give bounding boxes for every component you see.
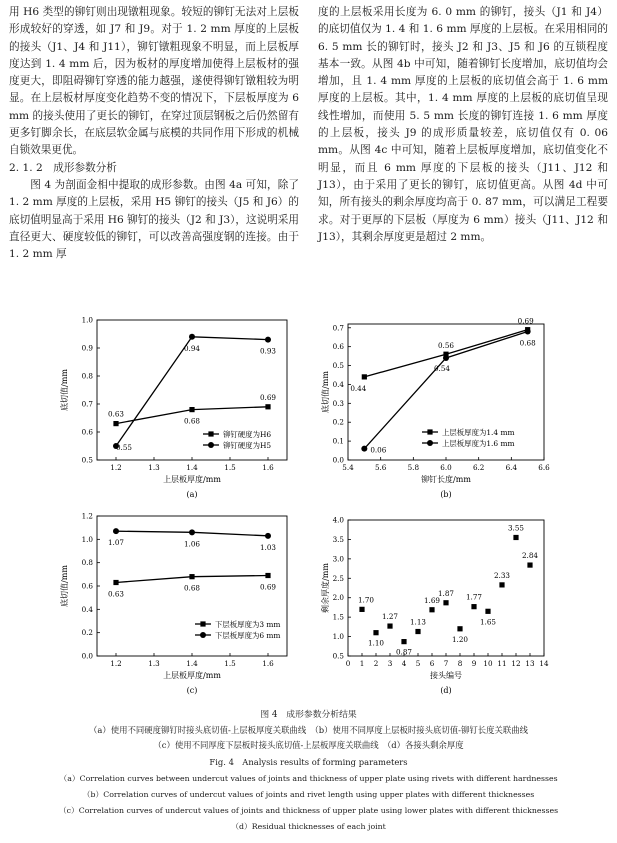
x-tick-label: 7 bbox=[443, 659, 449, 668]
figure-caption-title: 图 4 成形参数分析结果 bbox=[260, 710, 357, 720]
y-tick-label: 0.6 bbox=[81, 427, 93, 437]
data-point bbox=[485, 609, 490, 614]
data-point bbox=[265, 533, 271, 539]
data-point bbox=[189, 574, 194, 579]
x-tick-label: 12 bbox=[511, 659, 521, 668]
y-axis-label: 剩余厚度/mm bbox=[321, 563, 330, 613]
data-point bbox=[265, 573, 270, 578]
data-label: 1.27 bbox=[381, 612, 399, 622]
series-1 bbox=[108, 573, 276, 599]
x-tick-label: 5.4 bbox=[342, 463, 354, 472]
data-point bbox=[457, 626, 462, 631]
figure-caption-en-title: Fig. 4 Analysis results of forming parameters bbox=[209, 757, 408, 767]
x-tick-label: 1.5 bbox=[224, 659, 236, 668]
data-label: 0.69 bbox=[259, 582, 277, 592]
plot-frame bbox=[97, 320, 287, 460]
data-label: 0.69 bbox=[259, 392, 277, 402]
y-tick-label: 1.2 bbox=[81, 511, 93, 521]
data-label: 0.56 bbox=[437, 341, 455, 351]
y-tick-label: 1.0 bbox=[81, 315, 93, 325]
y-axis-label: 底切值/mm bbox=[60, 565, 69, 607]
legend bbox=[422, 428, 514, 448]
x-tick-label: 5.6 bbox=[374, 463, 387, 472]
figure-4d-chart bbox=[321, 512, 562, 695]
x-tick-label: 9 bbox=[471, 659, 477, 668]
paragraph-forming-params: 图 4 为剖面金相中提取的成形参数。由图 4a 可知，除了 1. 2 mm 厚度的上层板，采用 H5 铆钉的接头（J5 和 J6）的底切值明显高于采用 H6 铆钉的接头（J2 和 J3），这说明采用直径更大、硬度较低的铆钉，可以改善高强度钢的连接。由于 1. 2 mm 厚 bbox=[9, 178, 299, 261]
data-label: 1.77 bbox=[465, 592, 483, 602]
paragraph-continued: 用 H6 类型的铆钉则出现镦粗现象。较短的铆钉无法对上层板形成较好的穿透，如 J7 和 J9。对于 1. 2 mm 厚度的上层板的接头（J1、J4 和 J11），铆钉镦粗现象不明显，而上层板厚度达到 1. 4 mm 后，因为板材的厚度增加使得上层板材的强度更大，即阻碍铆钉穿透的能力越强，遂使得铆钉镦粗较为明显。在上层板材厚度变化趋势不变的情况下，下层板厚度为 6 mm 的接头使用了更长的铆钉，在穿过顶层钢板之后仍然留有更多钉脚余长，在底层软金属与底模的共同作用下形成的机械自锁效果更优。 bbox=[9, 6, 299, 157]
data-point bbox=[429, 607, 434, 612]
legend-label: 铆钉硬度为H5 bbox=[223, 440, 272, 450]
legend-label: 上层板厚度为1.4 mm bbox=[442, 427, 515, 437]
data-label: 2.33 bbox=[493, 570, 511, 580]
y-tick-label: 0.0 bbox=[332, 455, 344, 465]
x-tick-label: 1.3 bbox=[148, 463, 160, 472]
data-label: 0.94 bbox=[183, 343, 201, 353]
data-point bbox=[443, 600, 448, 605]
data-point bbox=[361, 446, 367, 452]
data-point bbox=[189, 529, 195, 535]
figure-4c-chart bbox=[55, 511, 295, 695]
x-tick-label: 1.5 bbox=[224, 463, 236, 472]
x-tick-label: 11 bbox=[497, 659, 507, 668]
data-label: 1.03 bbox=[259, 542, 277, 552]
legend-label: 下层板厚度为3 mm bbox=[215, 619, 281, 629]
panel-label: (d) bbox=[440, 686, 452, 695]
figure-caption-en-c: （c）Correlation curves of undercut values of joints and thickness of upper plate using lower plates with different thicknesses bbox=[58, 806, 559, 815]
data-point bbox=[113, 421, 118, 426]
data-point bbox=[387, 623, 392, 628]
x-tick-label: 1.4 bbox=[186, 659, 198, 668]
figure-caption-cn-line2: （c）使用不同厚度下层板时接头底切值-上层板厚度关联曲线 （d）各接头剩余厚度 bbox=[153, 740, 464, 750]
y-tick-label: 0.6 bbox=[332, 342, 344, 352]
y-tick-label: 0.4 bbox=[332, 379, 344, 389]
x-tick-label: 13 bbox=[525, 659, 535, 668]
x-tick-label: 6 bbox=[429, 659, 435, 668]
chart-svg bbox=[321, 316, 562, 499]
data-point bbox=[373, 630, 378, 635]
text-column-left bbox=[9, 4, 299, 263]
figure-4a-chart bbox=[55, 315, 295, 499]
x-tick-label: 5 bbox=[415, 659, 421, 668]
legend bbox=[203, 430, 271, 450]
y-tick-label: 0.6 bbox=[81, 581, 93, 591]
data-point bbox=[359, 607, 364, 612]
x-tick-label: 6.6 bbox=[538, 463, 550, 472]
x-tick-label: 1.6 bbox=[262, 463, 274, 472]
y-tick-label: 0.7 bbox=[332, 323, 344, 333]
y-tick-label: 3.0 bbox=[332, 554, 344, 564]
legend bbox=[195, 620, 280, 640]
panel-label: (c) bbox=[186, 686, 198, 695]
y-tick-label: 1.0 bbox=[81, 534, 93, 544]
data-point bbox=[471, 604, 476, 609]
x-axis-label: 铆钉长度/mm bbox=[421, 475, 471, 484]
y-tick-label: 2.5 bbox=[332, 573, 344, 583]
chart-svg bbox=[321, 512, 562, 695]
data-point bbox=[525, 329, 531, 335]
data-label: 1.07 bbox=[107, 538, 125, 548]
chart-svg bbox=[55, 511, 295, 695]
x-tick-label: 6.4 bbox=[505, 463, 518, 472]
series-1 bbox=[350, 317, 534, 393]
data-point bbox=[362, 374, 367, 379]
x-tick-label: 6.0 bbox=[440, 463, 452, 472]
chart-svg bbox=[55, 315, 295, 499]
series-2 bbox=[108, 528, 276, 552]
figure-caption-en-a: （a）Correlation curves between undercut values of joints and thickness of upper plate using rivets with different hardnesses bbox=[59, 774, 558, 783]
data-point bbox=[265, 404, 270, 409]
y-tick-label: 0.4 bbox=[81, 604, 93, 614]
x-tick-label: 10 bbox=[483, 659, 493, 668]
legend-label: 下层板厚度为6 mm bbox=[215, 630, 281, 640]
data-label: 0.54 bbox=[433, 364, 451, 373]
section-heading: 2. 1. 2 成形参数分析 bbox=[9, 161, 117, 174]
panel-label: (b) bbox=[440, 490, 452, 499]
figure-4b-chart bbox=[321, 316, 562, 499]
y-tick-label: 0.3 bbox=[332, 398, 344, 408]
x-tick-label: 1 bbox=[359, 659, 365, 668]
data-point bbox=[527, 562, 532, 567]
figure-caption-en-b: （b）Correlation curves of undercut values of joints and rivet length using upper plates with different thicknesses bbox=[82, 790, 535, 799]
y-axis-label: 底切值/mm bbox=[321, 371, 330, 413]
legend-marker bbox=[208, 431, 213, 436]
x-tick-label: 5.8 bbox=[407, 463, 420, 472]
data-label: 0.68 bbox=[183, 583, 201, 593]
x-tick-label: 6.2 bbox=[472, 463, 485, 472]
x-axis-label: 接头编号 bbox=[430, 671, 462, 680]
legend-marker bbox=[200, 632, 206, 638]
legend-marker bbox=[200, 621, 205, 626]
legend-label: 铆钉硬度为H6 bbox=[223, 429, 272, 439]
y-axis-label: 底切值/mm bbox=[60, 369, 69, 411]
data-point bbox=[443, 355, 449, 361]
paragraph-analysis: 度的上层板采用长度为 6. 0 mm 的铆钉，接头（J1 和 J4）的底切值仅为 1. 4 和 1. 6 mm 厚度的上层板。在采用相同的 6. 5 mm 长的铆钉时，接头 J2 和 J3、J5 和 J6 的互锁程度基本一致。从图 4b 中可知，随着铆钉长度增加，底切值均会增加，且 1. 4 mm 厚度的上层板的底切值会高于 1. 6 mm 厚度的上层板。其中，1. 4 mm 厚度的上层板的底切值呈现线性增加，而使用 5. 5 mm 长度的铆钉连接 1. 6 mm 厚度的上层板，接头 J9 的成形质量较差，底切值仅有 0. 06 mm。从图 4c 中可知，随着上层板厚度增加，底切值变化不明显，而且 6 mm 厚度的下层板的接头（J11、J12 和 J13），由于采用了更长的铆钉，底切值更高。从图 4d 中可知，所有接头的剩余厚度均高于 0. 87 mm，可以满足工程要求。对于更厚的下层板（厚度为 6 mm）接头（J11、J12 和 J13），其剩余厚度更是超过 2 mm。 bbox=[318, 6, 608, 243]
data-label: 0.44 bbox=[350, 383, 367, 393]
data-point bbox=[415, 629, 420, 634]
panel-label: (a) bbox=[186, 490, 198, 499]
x-tick-label: 0 bbox=[345, 659, 351, 668]
figure-caption-en-d: （d）Residual thicknesses of each joint bbox=[231, 822, 386, 831]
y-tick-label: 3.5 bbox=[332, 534, 344, 544]
x-tick-label: 14 bbox=[539, 659, 549, 668]
data-point bbox=[113, 528, 119, 534]
data-label: 0.68 bbox=[183, 416, 201, 426]
data-label: 0.87 bbox=[395, 647, 413, 657]
data-label: 0.63 bbox=[107, 589, 125, 599]
legend-marker bbox=[427, 440, 433, 446]
y-tick-label: 0.5 bbox=[332, 361, 344, 371]
x-axis-label: 上层板厚度/mm bbox=[163, 671, 221, 680]
data-label: 1.13 bbox=[409, 617, 427, 627]
data-label: 2.84 bbox=[521, 551, 539, 561]
data-label: 1.06 bbox=[183, 539, 201, 549]
figure-caption-cn-line1: （a）使用不同硬度铆钉时接头底切值-上层板厚度关联曲线 （b）使用不同厚度上层板时接头底切值-铆钉长度关联曲线 bbox=[89, 725, 528, 735]
x-tick-label: 1.2 bbox=[110, 463, 122, 472]
y-tick-label: 1.5 bbox=[332, 612, 344, 622]
y-tick-label: 0.2 bbox=[332, 417, 344, 427]
y-tick-label: 0.0 bbox=[81, 651, 93, 661]
x-tick-label: 1.6 bbox=[262, 659, 274, 668]
data-label: 0.06 bbox=[370, 445, 387, 455]
y-tick-label: 0.9 bbox=[81, 343, 93, 353]
y-tick-label: 2.0 bbox=[332, 593, 344, 603]
data-label: 0.68 bbox=[519, 338, 536, 348]
x-tick-label: 4 bbox=[401, 659, 407, 668]
data-point bbox=[401, 639, 406, 644]
data-label: 0.93 bbox=[259, 346, 277, 356]
y-tick-label: 0.8 bbox=[81, 558, 93, 568]
y-tick-label: 0.1 bbox=[332, 436, 344, 446]
data-point bbox=[265, 337, 271, 343]
data-label: 1.69 bbox=[423, 595, 441, 605]
y-tick-label: 0.5 bbox=[81, 455, 93, 465]
data-point bbox=[189, 334, 195, 340]
data-label: 1.70 bbox=[357, 595, 375, 605]
x-tick-label: 1.3 bbox=[148, 659, 160, 668]
data-label: 1.20 bbox=[451, 634, 469, 644]
x-axis-label: 上层板厚度/mm bbox=[163, 475, 221, 484]
data-label: 1.10 bbox=[367, 638, 385, 648]
data-label: 0.55 bbox=[115, 443, 133, 452]
x-tick-label: 3 bbox=[387, 659, 393, 668]
data-label: 3.55 bbox=[507, 523, 525, 533]
data-label: 1.65 bbox=[479, 617, 497, 627]
text-column-right bbox=[318, 4, 608, 246]
x-tick-label: 1.2 bbox=[110, 659, 122, 668]
y-tick-label: 0.7 bbox=[81, 399, 93, 409]
y-tick-label: 0.8 bbox=[81, 371, 93, 381]
x-tick-label: 2 bbox=[373, 659, 379, 668]
y-tick-label: 0.5 bbox=[332, 651, 344, 661]
y-tick-label: 1.0 bbox=[332, 632, 344, 642]
data-label: 0.63 bbox=[107, 409, 125, 419]
data-label: 0.69 bbox=[517, 316, 534, 326]
data-point bbox=[113, 580, 118, 585]
series-1 bbox=[358, 523, 538, 656]
data-point bbox=[189, 407, 194, 412]
data-point bbox=[513, 535, 518, 540]
x-tick-label: 1.4 bbox=[186, 463, 198, 472]
y-tick-label: 4.0 bbox=[332, 515, 344, 525]
data-point bbox=[499, 582, 504, 587]
legend-marker bbox=[427, 429, 432, 434]
x-tick-label: 8 bbox=[457, 659, 463, 668]
legend-label: 上层板厚度为1.6 mm bbox=[442, 438, 515, 448]
data-label: 1.87 bbox=[437, 588, 455, 598]
y-tick-label: 0.2 bbox=[81, 628, 93, 638]
legend-marker bbox=[208, 442, 214, 448]
